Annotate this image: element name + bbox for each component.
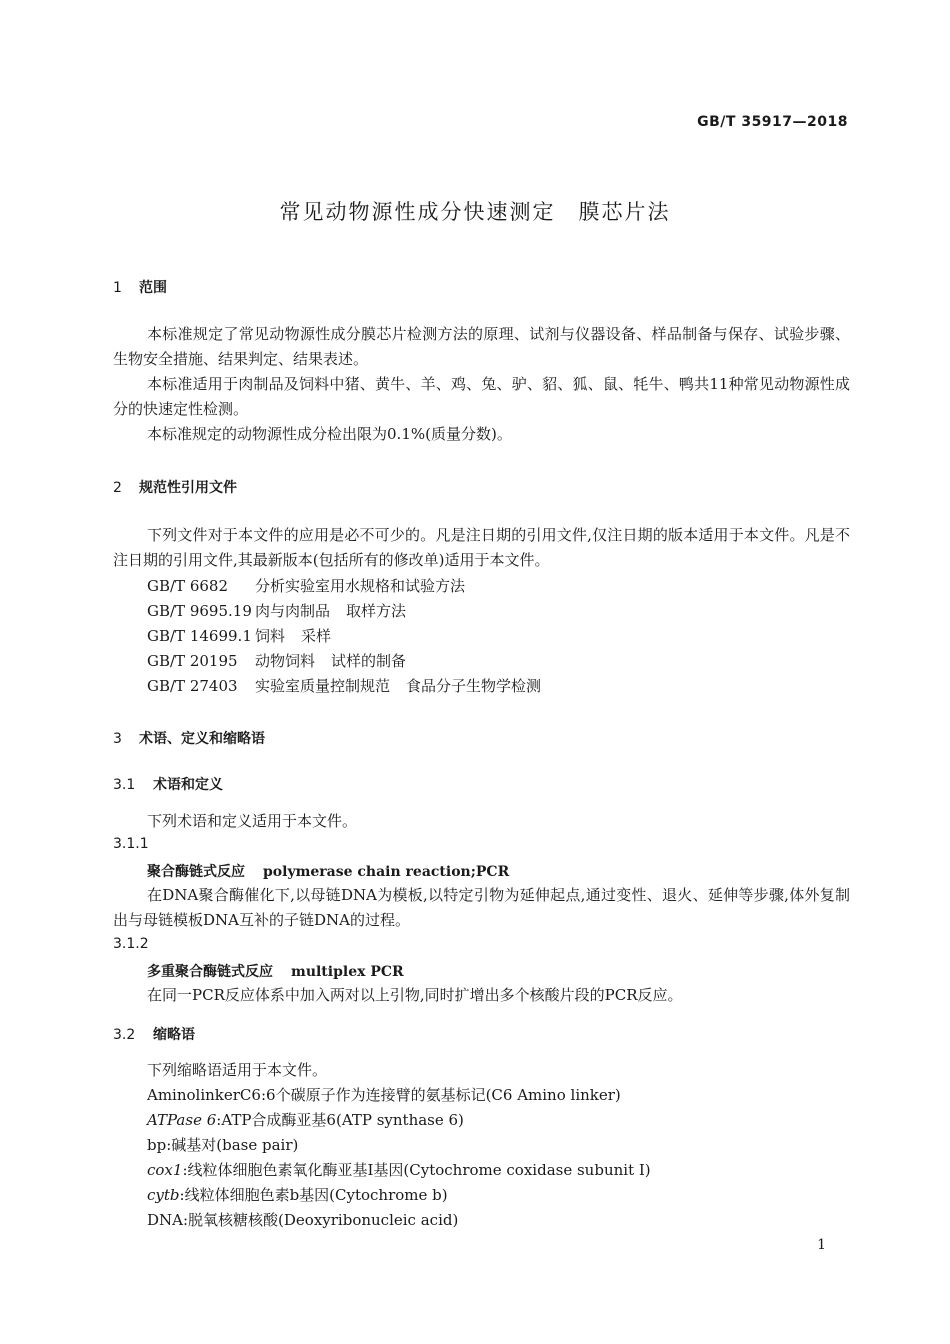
abbreviation-definition: :6个碳原子作为连接臂的氨基标记(C6 Amino linker)	[260, 1086, 621, 1104]
section-number: 2	[113, 480, 122, 496]
term-number: 3.1.1	[113, 836, 149, 852]
abbreviation-item	[147, 1134, 298, 1155]
abbreviation-item	[147, 1184, 448, 1205]
reference-subtitle: 采样	[301, 627, 332, 645]
abbreviation-definition: :线粒体细胞色素氧化酶亚基Ⅰ基因(Cytochrome coxidase subunit Ⅰ)	[182, 1161, 651, 1179]
refs-paragraph: 下列文件对于本文件的应用是必不可少的。凡是注日期的引用文件,仅注日期的版本适用于本文件。凡是不注日期的引用文件,其最新版本(包括所有的修改单)适用于本文件。	[113, 526, 850, 569]
abbreviation-item	[147, 1109, 464, 1130]
reference-subtitle: 试样的制备	[331, 652, 407, 670]
scope-paragraph-2: 本标准适用于肉制品及饲料中猪、黄牛、羊、鸡、兔、驴、貂、狐、鼠、牦牛、鸭共11种常见动物源性成分的快速定性检测。	[113, 375, 850, 418]
scope-paragraph-3: 本标准规定的动物源性成分检出限为0.1%(质量分数)。	[147, 425, 512, 443]
reference-title: 肉与肉制品	[255, 602, 331, 620]
term-definition: 在同一PCR反应体系中加入两对以上引物,同时扩增出多个核酸片段的PCR反应。	[147, 986, 683, 1004]
abbreviation-definition: :碱基对(base pair)	[166, 1136, 299, 1154]
reference-title: 实验室质量控制规范	[255, 677, 391, 695]
term-definition: 在DNA聚合酶催化下,以母链DNA为模板,以特定引物为延伸起点,通过变性、退火、延伸等步骤,体外复制出与母链模板DNA互补的子链DNA的过程。	[113, 886, 850, 929]
abbreviation-term: ATPase 6	[147, 1111, 217, 1129]
section-2-heading	[113, 477, 237, 497]
section-1-heading	[113, 277, 167, 297]
subsection-number: 3.1	[113, 777, 136, 793]
reference-item	[147, 575, 465, 596]
reference-title: 饲料	[255, 627, 286, 645]
subsection-3-2-heading	[113, 1024, 195, 1044]
section-title: 规范性引用文件	[139, 480, 237, 496]
page-number: 1	[817, 1237, 826, 1253]
abbreviation-term: DNA	[147, 1211, 183, 1229]
scope-paragraph-1: 本标准规定了常见动物源性成分膜芯片检测方法的原理、试剂与仪器设备、样品制备与保存、试验步骤、生物安全措施、结果判定、结果表述。	[113, 325, 850, 368]
reference-subtitle: 食品分子生物学检测	[406, 677, 542, 695]
subsection-number: 3.2	[113, 1027, 136, 1043]
abbreviation-term: AminolinkerC6	[147, 1086, 261, 1104]
term-zh: 聚合酶链式反应	[147, 864, 245, 880]
abbreviations-intro: 下列缩略语适用于本文件。	[147, 1061, 328, 1079]
subsection-3-1-heading	[113, 774, 223, 794]
abbreviation-term: cytb	[147, 1186, 180, 1204]
term-number: 3.1.2	[113, 936, 149, 952]
section-3-heading	[113, 728, 265, 748]
abbreviation-term: cox1	[147, 1161, 183, 1179]
reference-item	[147, 600, 406, 621]
abbreviation-definition: :脱氧核糖核酸(Deoxyribonucleic acid)	[182, 1211, 459, 1229]
abbreviation-item	[147, 1209, 458, 1230]
section-number: 3	[113, 731, 122, 747]
section-title: 术语、定义和缩略语	[139, 731, 265, 747]
reference-code: GB/T 14699.1	[147, 627, 252, 645]
document-title: 常见动物源性成分快速测定 膜芯片法	[279, 200, 671, 224]
reference-title: 动物饲料	[255, 652, 316, 670]
abbreviation-definition: :ATP合成酶亚基6(ATP synthase 6)	[216, 1111, 464, 1129]
section-number: 1	[113, 280, 122, 296]
abbreviation-term: bp	[147, 1136, 167, 1154]
abbreviation-definition: :线粒体细胞色素b基因(Cytochrome b)	[179, 1186, 448, 1204]
reference-item	[147, 650, 406, 671]
reference-item	[147, 625, 331, 646]
subsection-title: 缩略语	[153, 1027, 195, 1043]
reference-subtitle: 取样方法	[346, 602, 407, 620]
reference-title: 分析实验室用水规格和试验方法	[255, 577, 466, 595]
term-heading	[147, 861, 509, 881]
section-title: 范围	[139, 280, 167, 296]
term-en: polymerase chain reaction;PCR	[263, 864, 510, 880]
abbreviation-item	[147, 1159, 651, 1180]
term-zh: 多重聚合酶链式反应	[147, 964, 273, 980]
reference-code: GB/T 27403	[147, 677, 238, 695]
term-en: multiplex PCR	[291, 964, 404, 980]
abbreviation-item	[147, 1084, 621, 1105]
terms-intro: 下列术语和定义适用于本文件。	[147, 812, 358, 830]
reference-code: GB/T 6682	[147, 577, 229, 595]
reference-item	[147, 675, 541, 696]
standard-number: GB/T 35917—2018	[697, 114, 848, 130]
subsection-title: 术语和定义	[153, 777, 223, 793]
term-heading	[147, 961, 404, 981]
reference-code: GB/T 20195	[147, 652, 238, 670]
reference-code: GB/T 9695.19	[147, 602, 252, 620]
